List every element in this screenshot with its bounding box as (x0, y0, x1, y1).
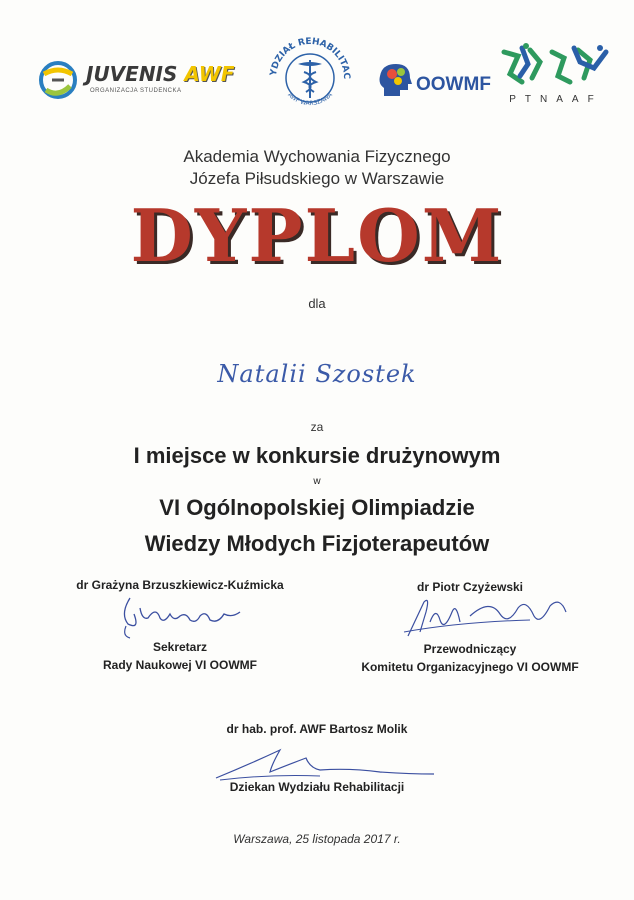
juvenis-logo-subtitle: ORGANIZACJA STUDENCKA (90, 88, 182, 94)
ptnaaf-logo-name: PTNAAF (509, 94, 603, 105)
event-line-1: VI Ogólnopolskiej Olimpiadzie (159, 495, 475, 520)
left-signatory-role-1: Sekretarz (152, 640, 208, 654)
ptnaaf-figures-icon (500, 42, 612, 86)
right-handwritten-signature (400, 592, 580, 640)
event-line-2: Wiedzy Młodych Fizjoterapeutów (144, 531, 490, 556)
head-gears-icon (376, 60, 414, 100)
right-signatory-role-1: Przewodniczący (423, 642, 517, 656)
dean-handwritten-signature (210, 744, 440, 784)
right-signatory-role-2: Komitetu Organizacyjnego VI OOWMF (361, 660, 579, 674)
dean-name: dr hab. prof. AWF Bartosz Molik (226, 722, 408, 736)
caduceus-icon (298, 60, 322, 98)
institution-name (0, 146, 634, 190)
wydzial-rehabilitacji-seal (262, 30, 358, 126)
juvenis-emblem-icon (38, 60, 78, 100)
ptnaaf-logo (500, 42, 612, 112)
oowmf-logo (376, 60, 494, 104)
left-signatory-name: dr Grażyna Brzuszkiewicz-Kuźmicka (76, 578, 284, 592)
institution-line-2: Józefa Piłsudskiego w Warszawie (189, 169, 445, 188)
place-and-date: Warszawa, 25 listopada 2017 r. (233, 832, 401, 846)
za-label: za (310, 420, 324, 434)
left-signatory-role-2: Rady Naukowej VI OOWMF (102, 658, 258, 672)
left-handwritten-signature (100, 594, 260, 640)
right-signatory-name: dr Piotr Czyżewski (416, 580, 524, 594)
juvenis-logo: JUVENIS AWF ORGANIZACJA STUDENCKA (38, 58, 253, 106)
seal-top-text: YDZIAŁ REHABILITAC (268, 36, 352, 80)
w-label: w (313, 476, 321, 487)
dla-label: dla (308, 296, 326, 311)
oowmf-logo-name: OOWMF (416, 74, 491, 95)
seal-bottom-text: AWF WARSZAWA (286, 91, 334, 108)
diploma-title: DYPLOM (130, 193, 504, 278)
institution-line-1: Akademia Wychowania Fizycznego (183, 147, 451, 166)
recipient-name: Natalii Szostek (217, 360, 417, 388)
award-text: I miejsce w konkursie drużynowym (133, 443, 501, 468)
dean-role: Dziekan Wydziału Rehabilitacji (229, 780, 405, 794)
